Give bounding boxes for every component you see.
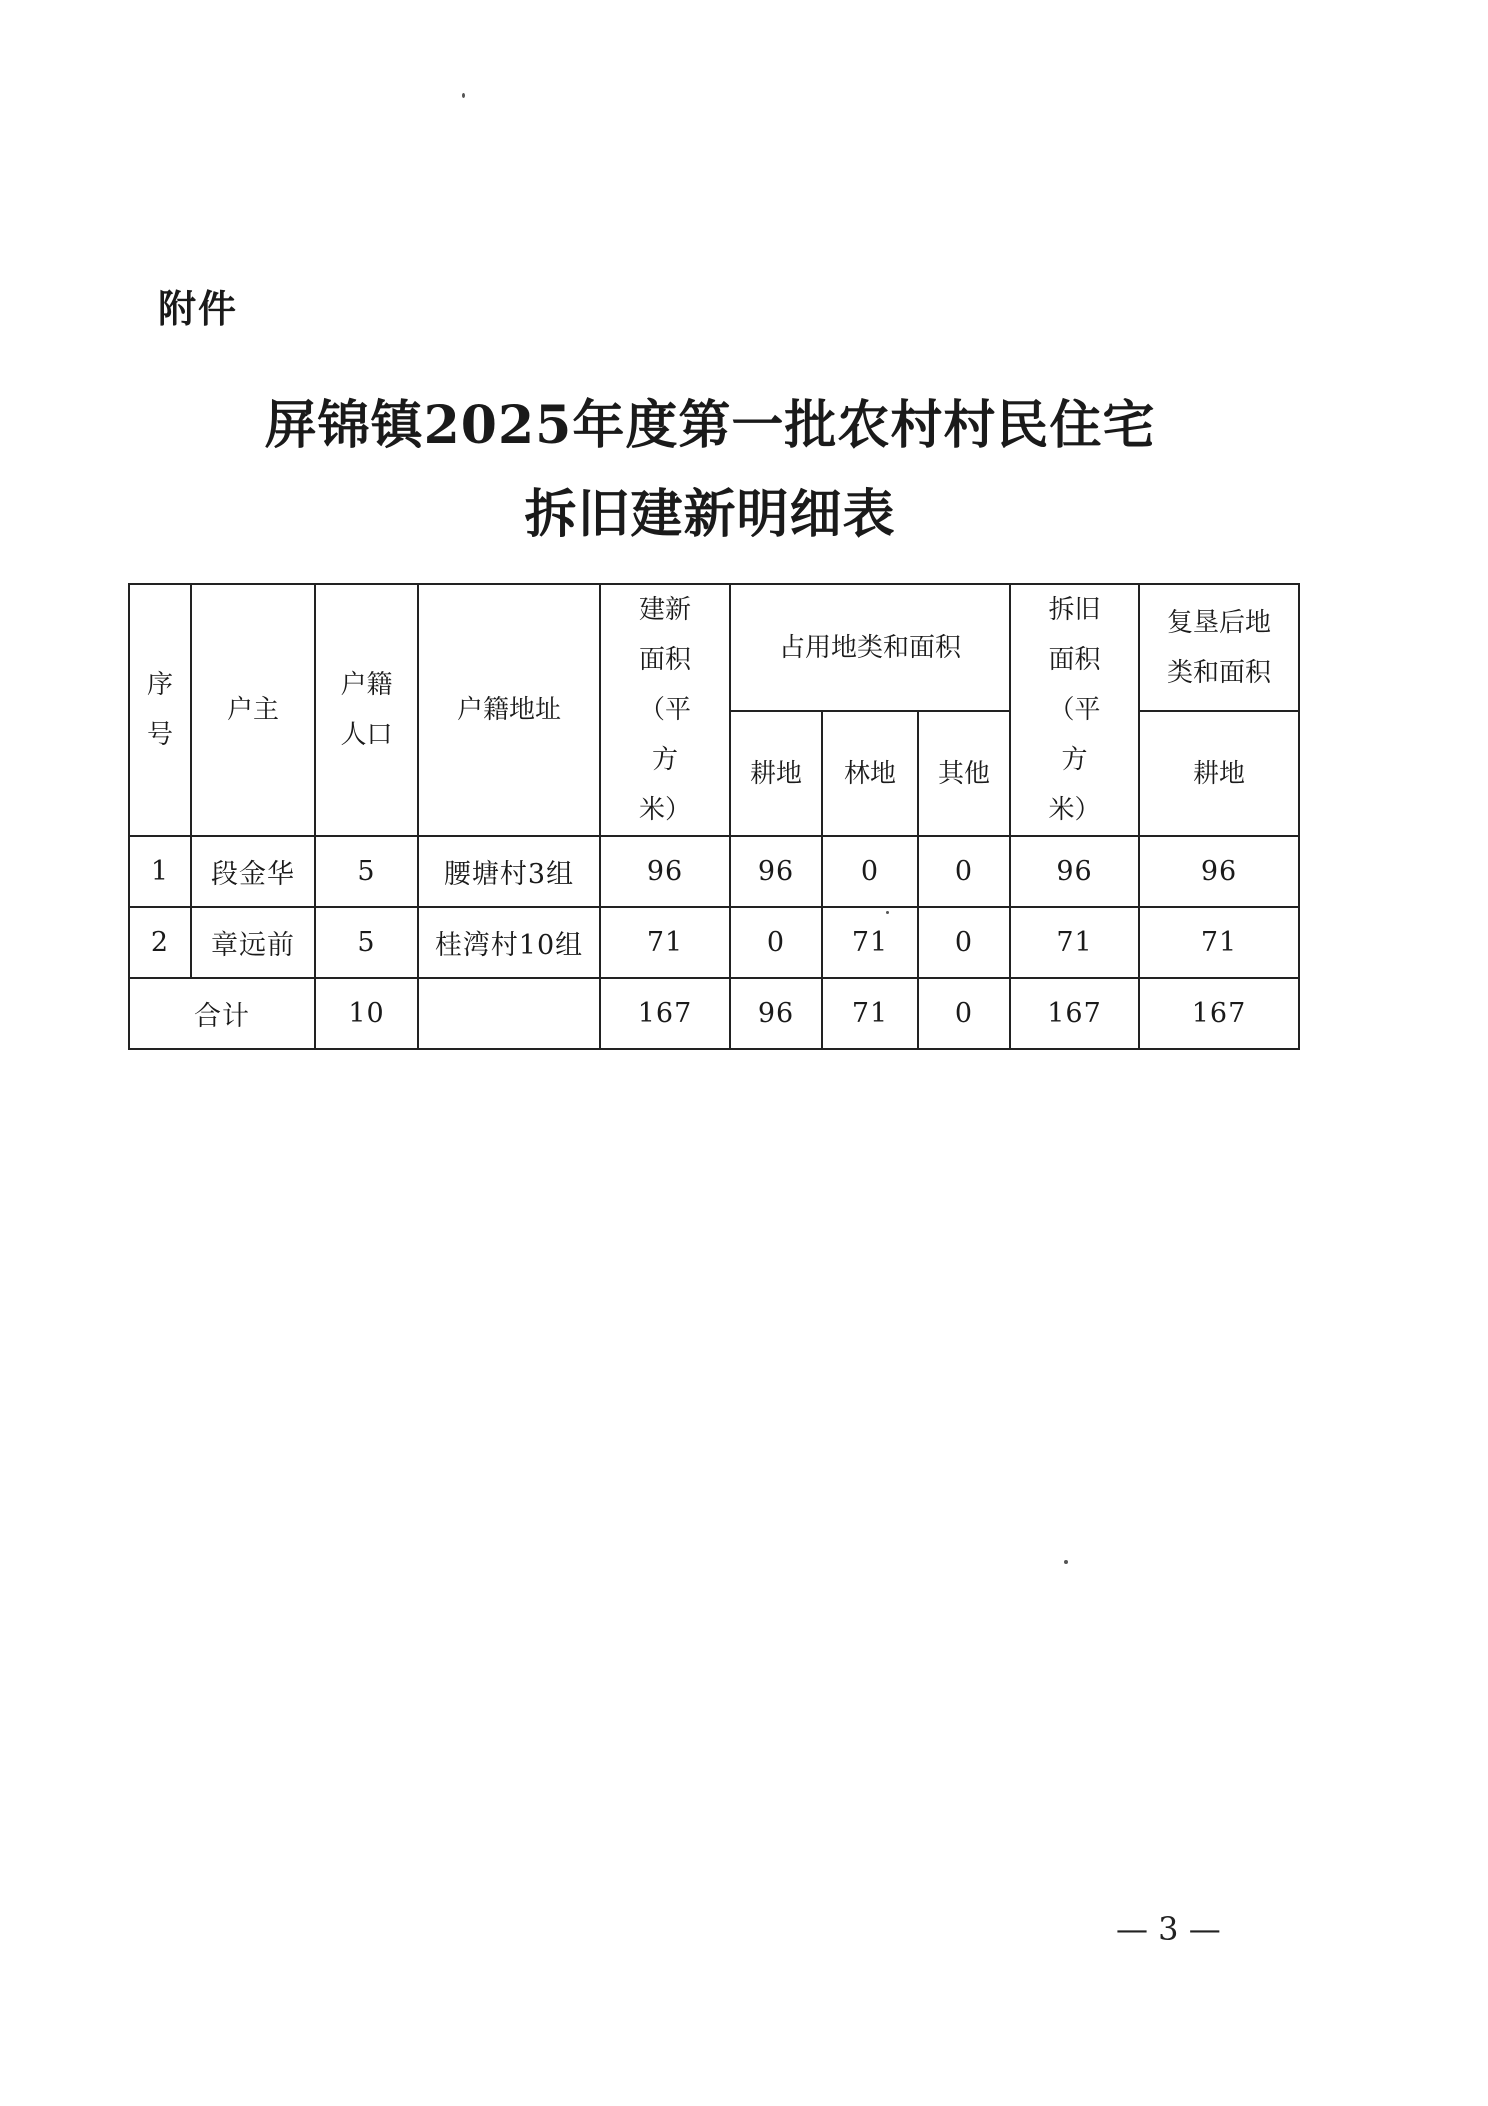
header-new-area: 建新面积（平方米）: [600, 584, 730, 836]
cell-address: 腰塘村3组: [418, 836, 600, 907]
header-reclaim-farmland: 耕地: [1139, 711, 1299, 836]
total-forest: 71: [822, 978, 918, 1049]
detail-table: [128, 583, 1300, 1050]
total-farmland: 96: [730, 978, 822, 1049]
header-row: [129, 584, 1299, 711]
header-reclaim-group: 复垦后地类和面积: [1139, 584, 1299, 711]
cell-forest: 0: [822, 836, 918, 907]
scan-speck: [886, 911, 889, 914]
header-seq: 序号: [129, 584, 191, 836]
scan-speck: [1064, 1560, 1068, 1564]
cell-seq: 1: [129, 836, 191, 907]
cell-population: 5: [315, 907, 418, 978]
total-address: [418, 978, 600, 1049]
cell-old-area: 96: [1010, 836, 1139, 907]
table-row: [129, 836, 1299, 907]
total-population: 10: [315, 978, 418, 1049]
total-row: [129, 978, 1299, 1049]
cell-other: 0: [918, 836, 1010, 907]
cell-reclaim-farmland: 71: [1139, 907, 1299, 978]
table-row: [129, 907, 1299, 978]
total-label: 合计: [129, 978, 315, 1049]
document-title-line1: 屏锦镇2025年度第一批农村村民住宅: [264, 395, 1156, 456]
cell-seq: 2: [129, 907, 191, 978]
cell-new-area: 96: [600, 836, 730, 907]
header-old-area: 拆旧面积（平方米）: [1010, 584, 1139, 836]
total-reclaim-farmland: 167: [1139, 978, 1299, 1049]
header-farmland: 耕地: [730, 711, 822, 836]
header-address: 户籍地址: [418, 584, 600, 836]
header-owner: 户主: [191, 584, 315, 836]
cell-owner: 段金华: [191, 836, 315, 907]
cell-old-area: 71: [1010, 907, 1139, 978]
total-old-area: 167: [1010, 978, 1139, 1049]
attachment-label: 附件: [158, 287, 239, 331]
cell-farmland: 0: [730, 907, 822, 978]
cell-forest: 71: [822, 907, 918, 978]
total-other: 0: [918, 978, 1010, 1049]
cell-reclaim-farmland: 96: [1139, 836, 1299, 907]
page-number: — 3 —: [1116, 1910, 1221, 1948]
header-forest: 林地: [822, 711, 918, 836]
total-new-area: 167: [600, 978, 730, 1049]
header-land-use-group: 占用地类和面积: [730, 584, 1010, 711]
cell-address: 桂湾村10组: [418, 907, 600, 978]
header-population: 户籍人口: [315, 584, 418, 836]
cell-farmland: 96: [730, 836, 822, 907]
document-title-line2: 拆旧建新明细表: [524, 484, 896, 545]
cell-population: 5: [315, 836, 418, 907]
cell-owner: 章远前: [191, 907, 315, 978]
cell-other: 0: [918, 907, 1010, 978]
header-other: 其他: [918, 711, 1010, 836]
scan-speck: [462, 93, 465, 98]
cell-new-area: 71: [600, 907, 730, 978]
